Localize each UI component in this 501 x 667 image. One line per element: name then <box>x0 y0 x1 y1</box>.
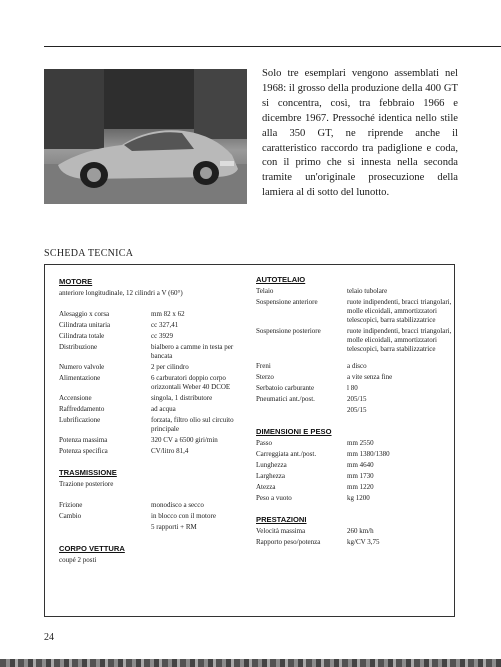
spec-row <box>59 447 255 456</box>
spec-column-right <box>256 275 452 549</box>
spec-row <box>256 298 452 325</box>
spec-value: cc 327,41 <box>151 321 179 329</box>
spec-row <box>256 527 452 536</box>
heading-dimensioni-peso: DIMENSIONI E PESO <box>256 427 332 436</box>
spec-label: Telaio <box>256 287 274 295</box>
spec-value: singola, 1 distributore <box>151 394 213 402</box>
spec-row <box>256 373 452 382</box>
spec-label: Alesaggio x corsa <box>59 310 110 318</box>
spec-value: a vite senza fine <box>347 373 393 381</box>
spec-value: 5 rapporti + RM <box>151 523 197 531</box>
spec-label: Potenza massima <box>59 436 108 444</box>
spec-label: Potenza specifica <box>59 447 108 455</box>
spacer <box>59 534 255 544</box>
intro-paragraph <box>262 67 458 201</box>
spec-value: kg/CV 3,75 <box>347 538 380 546</box>
heading-autotelaio: AUTOTELAIO <box>256 275 306 284</box>
spec-row <box>256 362 452 371</box>
spec-label: Frizione <box>59 501 83 509</box>
spec-label: Pneumatici ant./post. <box>256 395 315 403</box>
spec-row <box>59 523 255 532</box>
spec-row <box>256 494 452 503</box>
top-rule <box>44 46 501 47</box>
intro-text: Solo tre esemplari vengono assemblati nel 1968: il grosso della produzione della 400 GT si concentra, così, tra febbraio 1966 e dicembre 1967. Pressoché identica nello stile alla 350 GT, ne riprende anche il caratteristico raccordo tra padiglione e coda, con il primo che si innesta nella seconda tramite un'originale prosecuzione della lamiera al di sotto del lunotto. <box>262 68 458 199</box>
spec-value: monodisco a secco <box>151 501 204 509</box>
spec-label: Cambio <box>59 512 82 520</box>
spec-value: kg 1200 <box>347 494 370 502</box>
spec-row <box>59 343 255 361</box>
spec-label: Sospensione posteriore <box>256 327 321 335</box>
spec-value: cc 3929 <box>151 332 173 340</box>
spec-label <box>59 523 151 532</box>
spec-value: 205/15 <box>347 406 367 414</box>
spec-label: Alimentazione <box>59 374 101 382</box>
spec-row <box>256 384 452 393</box>
spec-value: ruote indipendenti, bracci triangolari, molle elicoidali, ammortizzatori telescopici, barra stabilizzatrice <box>347 298 452 324</box>
spec-value: 2 per cilindro <box>151 363 189 371</box>
spec-row <box>256 327 452 354</box>
spec-row <box>256 483 452 492</box>
spec-row <box>256 287 452 296</box>
spacer <box>256 505 452 515</box>
corpo-desc: coupé 2 posti <box>59 556 97 564</box>
spec-label: Sterzo <box>256 373 274 381</box>
spec-value: 320 CV a 6500 giri/min <box>151 436 218 444</box>
spec-row <box>256 439 452 448</box>
spec-row <box>256 450 452 459</box>
section-title: SCHEDA TECNICA <box>44 248 134 259</box>
spec-label: Sospensione anteriore <box>256 298 318 306</box>
spec-row <box>256 538 452 547</box>
page-number: 24 <box>44 632 54 643</box>
spec-label: Distribuzione <box>59 343 98 351</box>
spec-column-left <box>59 277 255 571</box>
spec-value: mm 1220 <box>347 483 374 491</box>
spec-label: Raffreddamento <box>59 405 105 413</box>
spec-value: telaio tubolare <box>347 287 388 295</box>
spacer <box>59 458 255 468</box>
spec-value: 260 km/h <box>347 527 374 535</box>
spec-row <box>59 310 255 319</box>
spec-value: bialbero a camme in testa per bancata <box>151 343 234 360</box>
spec-value: mm 2550 <box>347 439 374 447</box>
spec-label <box>256 406 347 415</box>
spec-row <box>59 405 255 414</box>
spec-label: Rapporto peso/potenza <box>256 538 321 546</box>
spec-label: Lunghezza <box>256 461 287 469</box>
motore-desc: anteriore longitudinale, 12 cilindri a V (60°) <box>59 289 183 297</box>
spec-row <box>59 512 255 521</box>
heading-prestazioni: PRESTAZIONI <box>256 515 307 524</box>
spec-row <box>59 501 255 510</box>
spec-label: Serbatoio carburante <box>256 384 315 392</box>
spec-label: Peso a vuoto <box>256 494 292 502</box>
heading-corpo-vettura: CORPO VETTURA <box>59 544 125 553</box>
spec-label: Numero valvole <box>59 363 105 371</box>
spec-value: 205/15 <box>347 395 367 403</box>
spec-value: CV/litro 81,4 <box>151 447 189 455</box>
spec-row <box>59 363 255 372</box>
spec-value: forzata, filtro olio sul circuito principale <box>151 416 234 433</box>
spec-row <box>256 461 452 470</box>
spec-row <box>59 394 255 403</box>
spec-row <box>256 406 452 415</box>
spec-value: mm 4640 <box>347 461 374 469</box>
spec-value: mm 1730 <box>347 472 374 480</box>
spec-label: Accensione <box>59 394 92 402</box>
car-photo <box>44 69 247 204</box>
heading-trasmissione: TRASMISSIONE <box>59 468 117 477</box>
spec-label: Atezza <box>256 483 276 491</box>
spec-row <box>59 332 255 341</box>
spec-value: in blocco con il motore <box>151 512 216 520</box>
spec-label: Cilindrata unitaria <box>59 321 111 329</box>
spec-label: Carreggiata ant./post. <box>256 450 317 458</box>
spec-label: Velocità massima <box>256 527 306 535</box>
spec-value: l 80 <box>347 384 358 392</box>
spec-label: Passo <box>256 439 272 447</box>
spec-box <box>44 264 455 617</box>
spec-value: ad acqua <box>151 405 176 413</box>
bottom-edge-strip <box>0 659 501 667</box>
trasmissione-desc: Trazione posteriore <box>59 480 114 488</box>
spec-label: Lubrificazione <box>59 416 101 424</box>
spec-value: 6 carburatori doppio corpo orizzontali Weber 40 DCOE <box>151 374 231 391</box>
heading-motore: MOTORE <box>59 277 93 286</box>
spacer <box>256 417 452 427</box>
spec-value: a disco <box>347 362 367 370</box>
spec-label: Freni <box>256 362 271 370</box>
spec-row <box>59 436 255 445</box>
spec-value: mm 82 x 62 <box>151 310 185 318</box>
spec-row <box>59 416 255 434</box>
spec-row <box>59 374 255 392</box>
spec-row <box>256 395 452 404</box>
spec-label: Cilindrata totale <box>59 332 105 340</box>
spec-label: Larghezza <box>256 472 286 480</box>
spec-row <box>59 321 255 330</box>
car-photo-graphic <box>44 69 247 204</box>
spec-value: mm 1380/1380 <box>347 450 390 458</box>
spec-value: ruote indipendenti, bracci triangolari, molle elicoidali, ammortizzatori telescopici, barra stabilizzatrice <box>347 327 452 353</box>
spec-row <box>256 472 452 481</box>
